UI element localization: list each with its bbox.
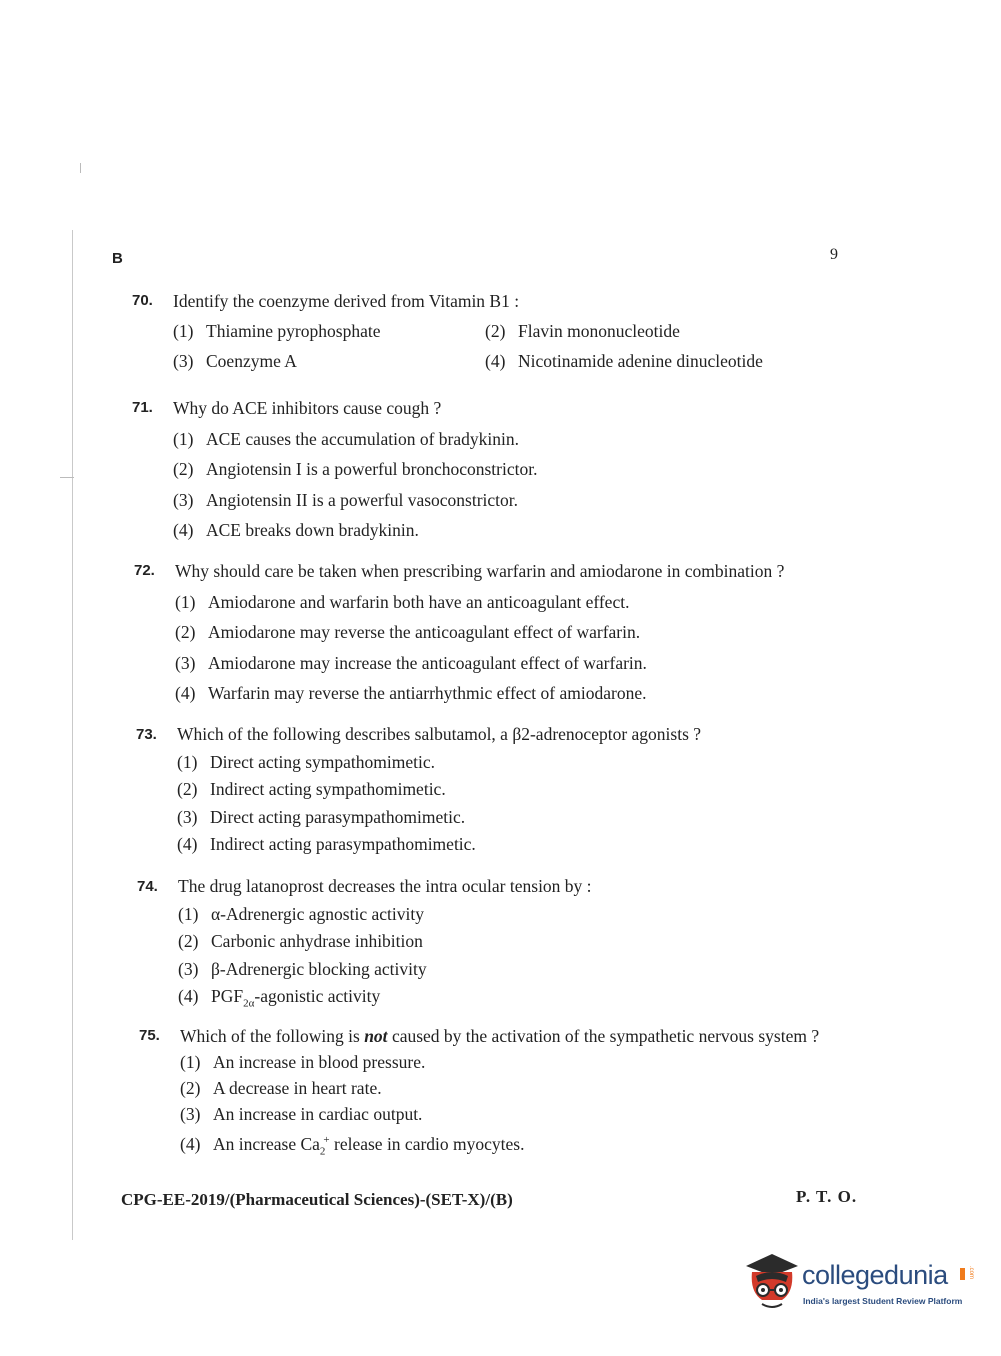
- option: (4) Indirect acting parasympathomimetic.: [177, 834, 476, 854]
- options-list: [175, 587, 784, 709]
- pto-label: P. T. O.: [796, 1187, 858, 1206]
- question-75: [139, 1023, 844, 1164]
- logo-tagline: India's largest Student Review Platform: [803, 1296, 963, 1306]
- option: (1) ACE causes the accumulation of bradykinin.: [173, 428, 519, 449]
- option: (2) Angiotensin I is a powerful bronchoconstrictor.: [173, 459, 538, 479]
- question-number: 70.: [132, 292, 153, 309]
- question-text: Identify the coenzyme derived from Vitamin B1 :: [173, 291, 520, 311]
- mascot-icon: [742, 1252, 802, 1322]
- option: (4) ACE breaks down bradykinin.: [173, 520, 419, 540]
- scan-mark: [60, 477, 74, 478]
- collegedunia-logo: [742, 1252, 972, 1322]
- question-number: 73.: [136, 726, 157, 743]
- option: (3) Amiodarone may increase the anticoagulant effect of warfarin.: [175, 652, 647, 673]
- option: (2) Carbonic anhydrase inhibition: [178, 931, 423, 951]
- option: (4) $PGF_{2\alpha}$-agonistic activity: [178, 986, 381, 1010]
- question-73: [136, 721, 701, 859]
- question-70: [132, 289, 763, 373]
- option: (1) Direct acting sympathomimetic.: [177, 751, 436, 772]
- option: (4) An increase $Ca_2^+$ release in cardio myocytes.: [180, 1133, 525, 1158]
- options-list: [178, 901, 592, 1019]
- question-72: [134, 556, 784, 709]
- options-list: [180, 1049, 844, 1164]
- question-number: 75.: [139, 1027, 160, 1044]
- option: (3) Direct acting parasympathomimetic.: [177, 806, 466, 827]
- logo-wordmark: collegedunia: [802, 1260, 948, 1290]
- option: (1) Amiodarone and warfarin both have an anticoagulant effect.: [175, 591, 630, 612]
- question-text: Why should care be taken when prescribing warfarin and amiodarone in combination ?: [175, 561, 785, 581]
- question-74: [137, 873, 592, 1018]
- question-number: 74.: [137, 878, 158, 895]
- question-71: [132, 393, 537, 546]
- option: (1) An increase in blood pressure.: [180, 1052, 426, 1072]
- options-grid: [173, 319, 763, 373]
- paper-code: CPG-EE-2019/(Pharmaceutical Sciences)-(SET-X)/(B): [121, 1190, 513, 1209]
- options-list: [173, 424, 537, 546]
- option: (2) Flavin mononucleotide: [485, 321, 680, 341]
- scan-mark: [80, 163, 81, 173]
- set-letter: B: [112, 250, 123, 267]
- question-number: 72.: [134, 562, 155, 579]
- question-text: Which of the following is not caused by the activation of the sympathetic nervous system ?: [180, 1026, 820, 1046]
- page-number: 9: [830, 246, 838, 263]
- options-list: [177, 749, 701, 859]
- logo-accent: [960, 1268, 965, 1280]
- question-text: Why do ACE inhibitors cause cough ?: [173, 398, 442, 418]
- option: (3) Coenzyme A: [173, 351, 297, 371]
- question-text: Which of the following describes salbutamol, a β2-adrenoceptor agonists ?: [177, 724, 702, 744]
- option: (3) Angiotensin II is a powerful vasoconstrictor.: [173, 489, 519, 510]
- option: (3) β-Adrenergic blocking activity: [178, 958, 427, 979]
- option: (1) Thiamine pyrophosphate: [173, 321, 381, 341]
- option: (4) Warfarin may reverse the antiarrhythmic effect of amiodarone.: [175, 683, 647, 703]
- option: (1) α-Adrenergic agnostic activity: [178, 903, 424, 924]
- scan-edge-line: [72, 230, 73, 1240]
- logo-tld: .com: [968, 1266, 974, 1280]
- option: (2) A decrease in heart rate.: [180, 1078, 382, 1098]
- option: (2) Indirect acting sympathomimetic.: [177, 779, 446, 799]
- option: (2) Amiodarone may reverse the anticoagulant effect of warfarin.: [175, 622, 641, 642]
- question-text: The drug latanoprost decreases the intra ocular tension by :: [178, 876, 592, 896]
- option: (4) Nicotinamide adenine dinucleotide: [485, 351, 763, 371]
- option: (3) An increase in cardiac output.: [180, 1104, 423, 1124]
- question-number: 71.: [132, 399, 153, 416]
